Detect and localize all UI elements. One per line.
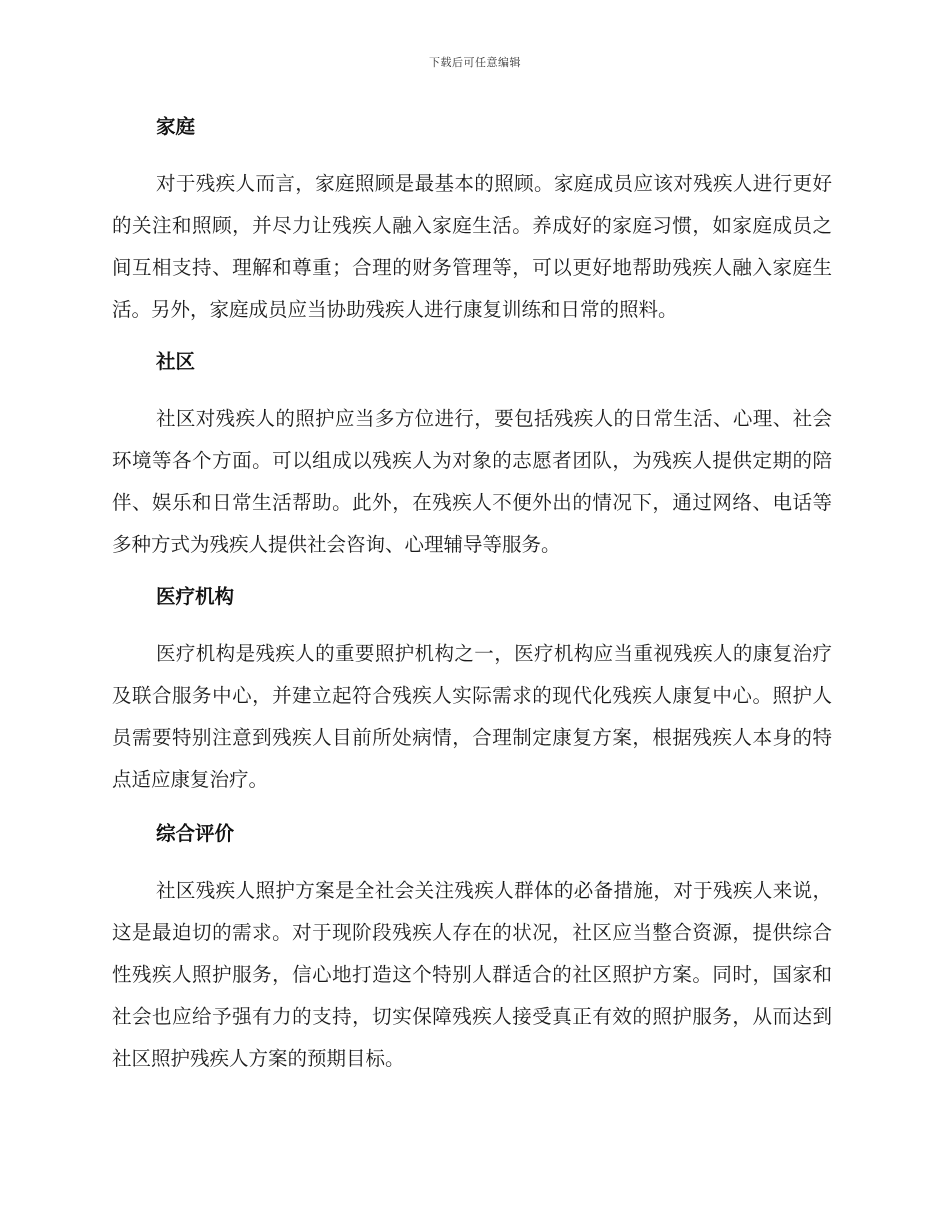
section-family xyxy=(112,108,832,331)
section-community xyxy=(112,343,832,566)
section-medical-institution xyxy=(112,578,832,801)
section-paragraph: 社区残疾人照护方案是全社会关注残疾人群体的必备措施，对于残疾人来说，这是最迫切的需求。对于现阶段残疾人存在的状况，社区应当整合资源，提供综合性残疾人照护服务，信心地打造这个特别人群适合的社区照护方案。同时，国家和社会也应给予强有力的支持，切实保障残疾人接受真正有效的照护服务，从而达到社区照护残疾人方案的预期目标。 xyxy=(112,879,832,1070)
section-heading: 家庭 xyxy=(156,115,196,138)
section-heading: 综合评价 xyxy=(156,822,235,845)
section-paragraph: 社区对残疾人的照护应当多方位进行，要包括残疾人的日常生活、心理、社会环境等各个方面。可以组成以残疾人为对象的志愿者团队，为残疾人提供定期的陪伴、娱乐和日常生活帮助。此外，在残疾人不便外出的情况下，通过网络、电话等多种方式为残疾人提供社会咨询、心理辅导等服务。 xyxy=(112,407,832,556)
section-overall-evaluation xyxy=(112,815,832,1080)
section-paragraph: 对于残疾人而言，家庭照顾是最基本的照顾。家庭成员应该对残疾人进行更好的关注和照顾，并尽力让残疾人融入家庭生活。养成好的家庭习惯，如家庭成员之间互相支持、理解和尊重；合理的财务管理等，可以更好地帮助残疾人融入家庭生活。另外，家庭成员应当协助残疾人进行康复训练和日常的照料。 xyxy=(112,172,832,321)
document-body xyxy=(112,108,832,1092)
header-note: 下载后可任意编辑 xyxy=(429,56,521,69)
section-heading: 社区 xyxy=(156,350,196,373)
section-heading: 医疗机构 xyxy=(156,585,235,608)
section-paragraph: 医疗机构是残疾人的重要照护机构之一，医疗机构应当重视残疾人的康复治疗及联合服务中心，并建立起符合残疾人实际需求的现代化残疾人康复中心。照护人员需要特别注意到残疾人目前所处病情，合理制定康复方案，根据残疾人本身的特点适应康复治疗。 xyxy=(112,642,832,791)
